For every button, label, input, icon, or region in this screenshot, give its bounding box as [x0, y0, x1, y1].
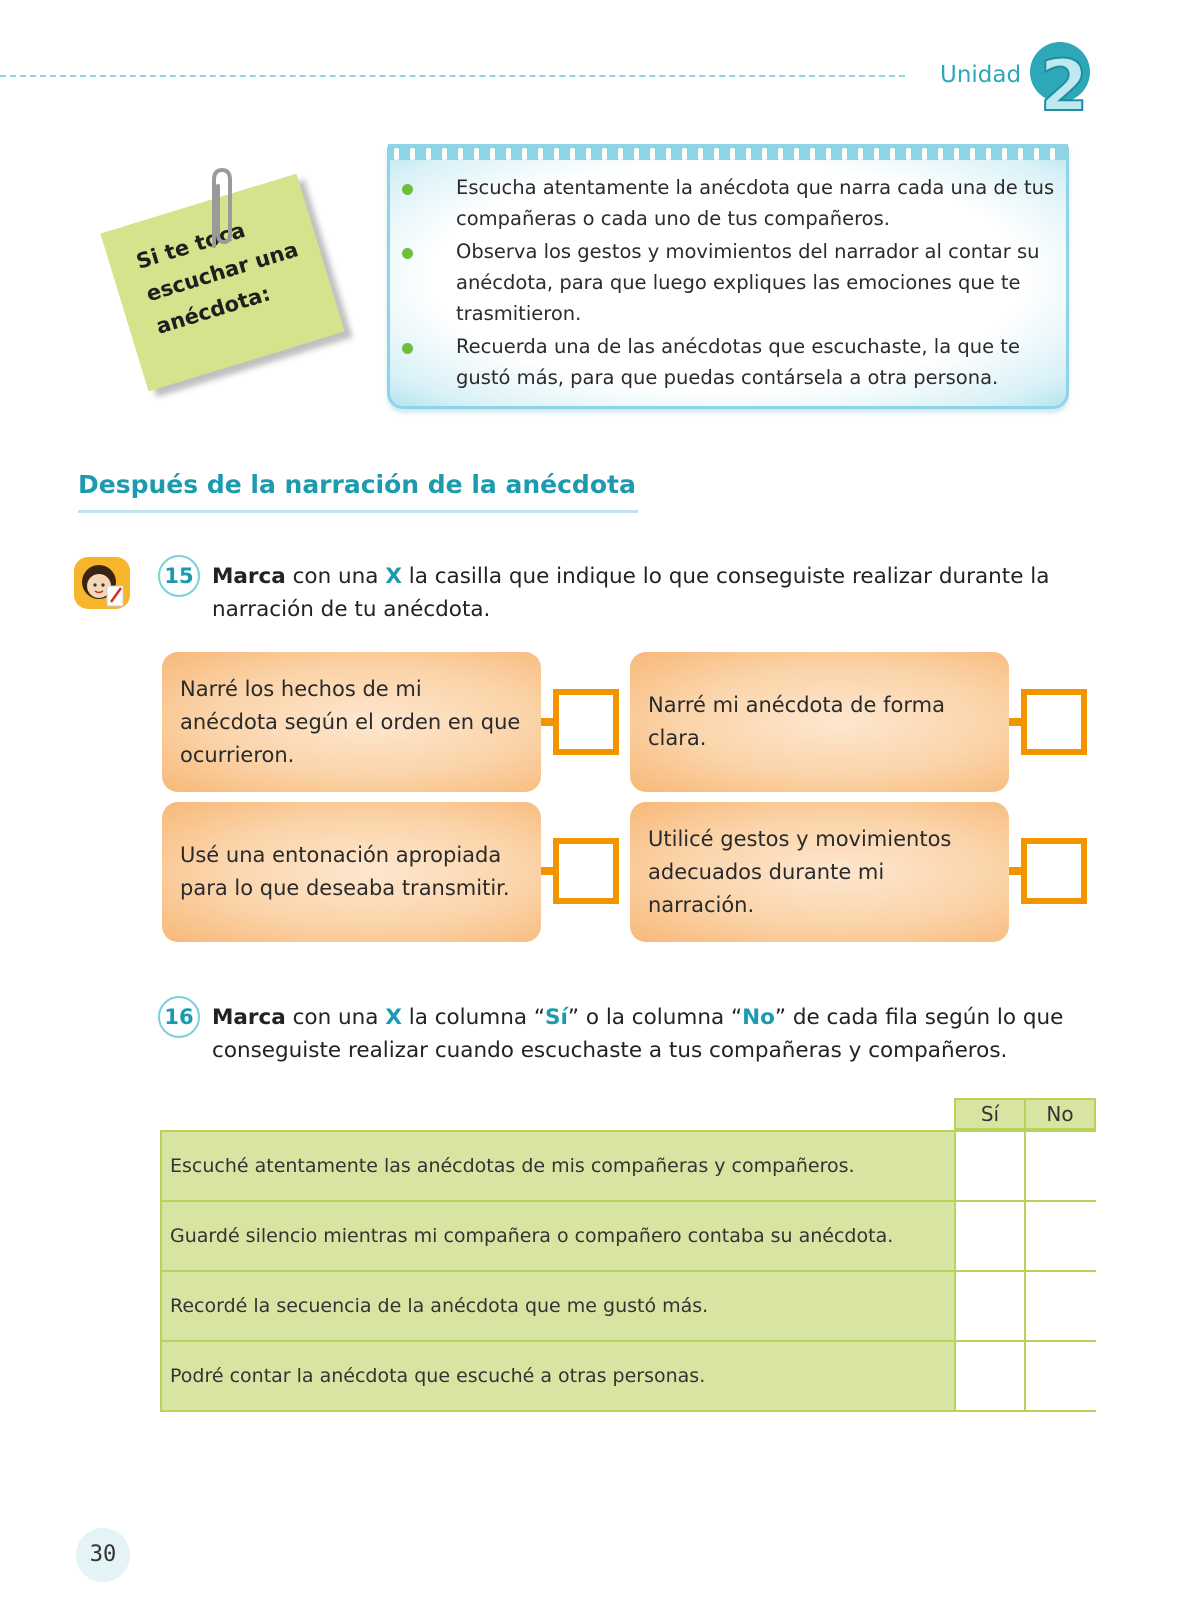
- student-avatar-icon: [73, 556, 131, 610]
- unit-number: 2: [1039, 45, 1089, 120]
- table-cell-si[interactable]: [956, 1342, 1026, 1410]
- table-row-label: Podré contar la anécdota que escuché a otras personas.: [162, 1342, 956, 1410]
- question-15-text: [212, 560, 1112, 626]
- self-eval-card: [630, 802, 1009, 942]
- table-row-label: Guardé silencio mientras mi compañera o compañero contaba su anécdota.: [162, 1202, 956, 1270]
- notebook-item: [456, 236, 1056, 329]
- question-number-15: 15: [158, 555, 200, 597]
- table-row: [160, 1342, 1096, 1412]
- bullet-dot-icon: [402, 343, 413, 354]
- q16-x: X: [385, 1005, 402, 1030]
- q16-no: No: [742, 1005, 775, 1030]
- table-cell-no[interactable]: [1026, 1132, 1096, 1200]
- question-number-16: 16: [158, 996, 200, 1038]
- q16-part2: la columna “: [401, 1005, 545, 1030]
- bullet-dot-icon: [402, 184, 413, 195]
- notebook-list: [456, 172, 1056, 395]
- card-text: Narré mi anécdota de forma clara.: [648, 693, 945, 750]
- section-title: Después de la narración de la anécdota: [78, 470, 636, 499]
- sticky-note: [120, 178, 350, 383]
- unit-badge-icon: [1030, 36, 1094, 120]
- card-checkbox[interactable]: [1021, 689, 1087, 755]
- table-header-no: No: [1024, 1098, 1096, 1130]
- q15-x: X: [385, 564, 402, 589]
- q15-part2: la casilla que indique lo que conseguiste realizar durante la narración de tu anécdota.: [212, 564, 1050, 622]
- page-number: 30: [76, 1528, 130, 1582]
- table-cell-si[interactable]: [956, 1272, 1026, 1340]
- q16-part3: ” o la columna “: [567, 1005, 743, 1030]
- q16-bold: Marca: [212, 1005, 286, 1030]
- notebook-item-text: Observa los gestos y movimientos del narrador al contar su anécdota, para que luego expliques las emociones que te trasmitieron.: [456, 240, 1040, 325]
- section-underline: [78, 510, 638, 513]
- table-row: [160, 1130, 1096, 1202]
- sticky-note-text: Si te toca escuchar una anécdota:: [133, 217, 301, 339]
- notebook-item-text: Recuerda una de las anécdotas que escuchaste, la que te gustó más, para que puedas contársela a otra persona.: [456, 335, 1020, 389]
- self-eval-card: [162, 802, 541, 942]
- table-row-label: Escuché atentamente las anécdotas de mis compañeras y compañeros.: [162, 1132, 956, 1200]
- question-16-text: [212, 1001, 1112, 1067]
- card-checkbox[interactable]: [1021, 838, 1087, 904]
- notebook-item: [456, 172, 1056, 234]
- table-header-si: Sí: [954, 1098, 1026, 1130]
- card-text: Narré los hechos de mi anécdota según el orden en que ocurrieron.: [180, 676, 521, 767]
- q16-si: Sí: [545, 1005, 568, 1030]
- notebook-item-text: Escucha atentamente la anécdota que narra cada una de tus compañeras o cada uno de tus compañeros.: [456, 176, 1055, 230]
- self-eval-card: [162, 652, 541, 792]
- notebook-spiral: [388, 144, 1068, 164]
- q15-bold: Marca: [212, 564, 286, 589]
- q16-part4: ” de cada fila según lo que conseguiste realizar cuando escuchaste a tus compañeras y compañeros.: [212, 1005, 1064, 1063]
- table-cell-si[interactable]: [956, 1132, 1026, 1200]
- table-row: [160, 1202, 1096, 1272]
- unit-label: Unidad: [940, 62, 1022, 88]
- notebook-item: [456, 331, 1056, 393]
- table-row-label: Recordé la secuencia de la anécdota que me gustó más.: [162, 1272, 956, 1340]
- table-cell-no[interactable]: [1026, 1202, 1096, 1270]
- q15-part1: con una: [285, 564, 386, 589]
- self-eval-card: [630, 652, 1009, 792]
- bullet-dot-icon: [402, 248, 413, 259]
- table-row: [160, 1272, 1096, 1342]
- card-text: Utilicé gestos y movimientos adecuados durante mi narración.: [648, 826, 952, 917]
- q16-part1: con una: [285, 1005, 386, 1030]
- header-dashed-line: [0, 75, 905, 77]
- card-text: Usé una entonación apropiada para lo que deseaba transmitir.: [180, 843, 510, 900]
- table-cell-no[interactable]: [1026, 1272, 1096, 1340]
- table-cell-si[interactable]: [956, 1202, 1026, 1270]
- paperclip-icon: [200, 168, 240, 254]
- table-cell-no[interactable]: [1026, 1342, 1096, 1410]
- card-checkbox[interactable]: [553, 689, 619, 755]
- card-checkbox[interactable]: [553, 838, 619, 904]
